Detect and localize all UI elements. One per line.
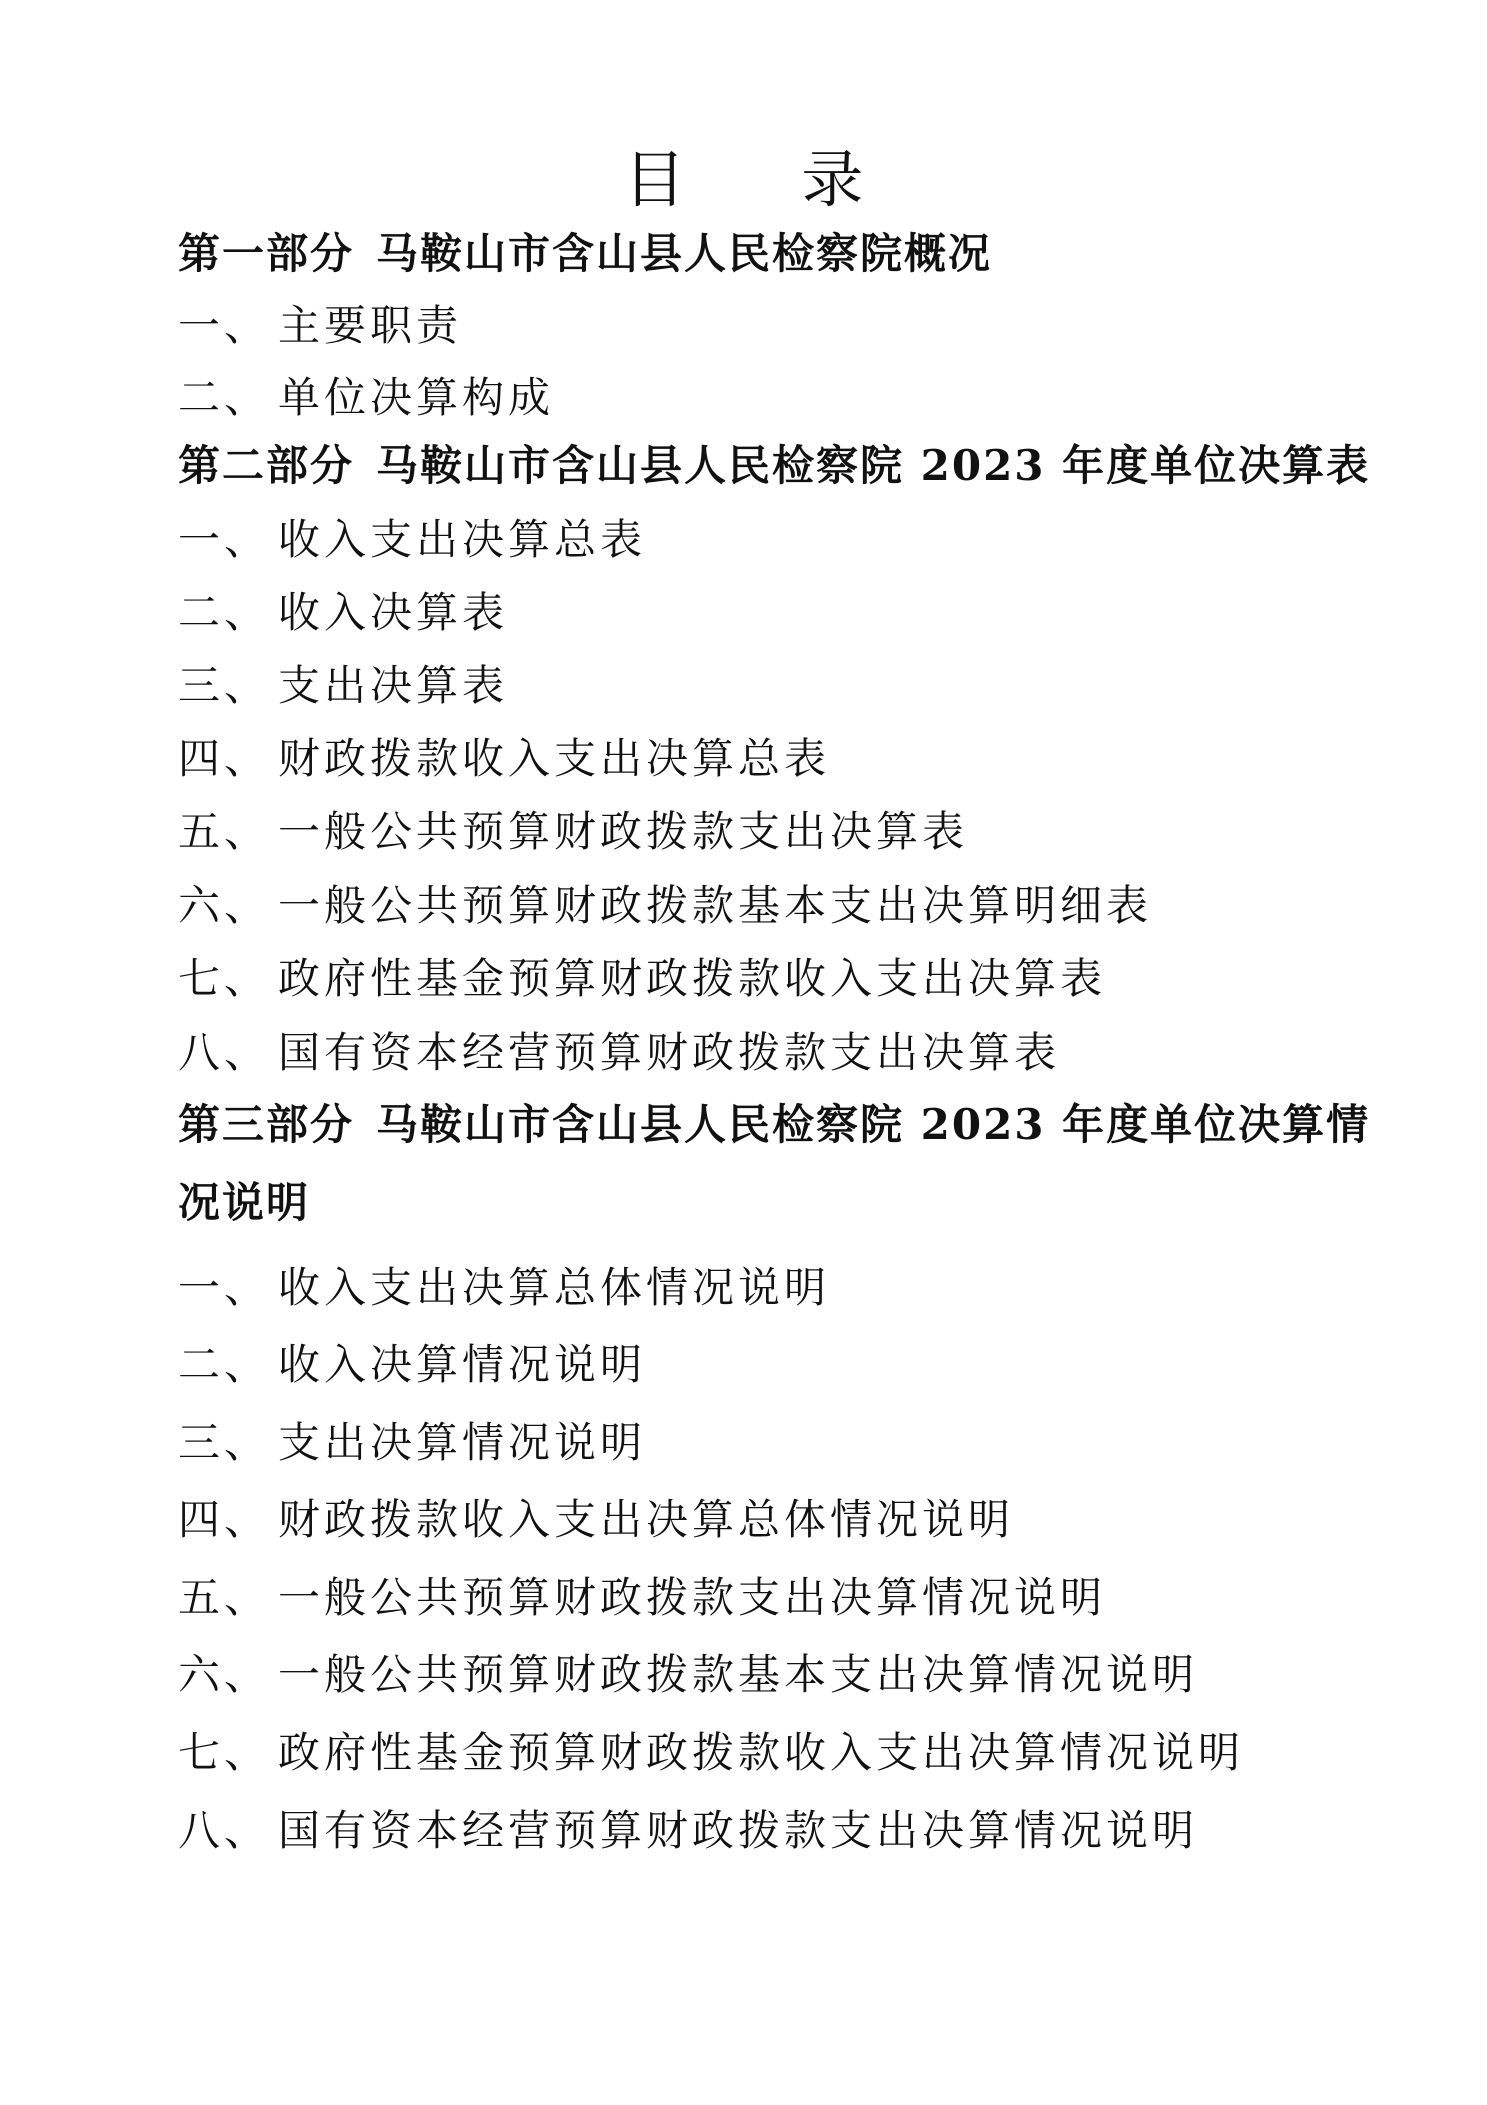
page-title: 目 录 [623, 143, 912, 216]
item-text: 收入决算情况说明 [278, 1340, 647, 1389]
item-number: 二、 [178, 1340, 271, 1389]
part-3-heading [178, 1086, 1378, 1242]
item-text: 财政拨款收入支出决算总表 [278, 734, 831, 783]
item-text: 国有资本经营预算财政拨款支出决算情况说明 [278, 1806, 1199, 1855]
toc-item [178, 880, 1152, 932]
item-text: 收入决算表 [278, 588, 509, 637]
toc-item [178, 1262, 830, 1314]
toc-item [178, 806, 968, 858]
item-number: 八、 [178, 1806, 271, 1855]
item-text: 政府性基金预算财政拨款收入支出决算情况说明 [278, 1728, 1245, 1777]
toc-item [178, 1027, 1060, 1079]
item-number: 一、 [178, 301, 271, 350]
toc-item [178, 1649, 1198, 1701]
item-text: 单位决算构成 [278, 373, 555, 422]
toc-item [178, 1572, 1106, 1624]
toc-item [178, 660, 508, 712]
toc-item [178, 1417, 646, 1469]
toc-item [178, 1339, 646, 1391]
toc-item [178, 1494, 1014, 1546]
item-text: 国有资本经营预算财政拨款支出决算表 [278, 1028, 1061, 1077]
item-text: 一般公共预算财政拨款基本支出决算情况说明 [278, 1650, 1199, 1699]
item-text: 支出决算表 [278, 661, 509, 710]
item-text: 收入支出决算总体情况说明 [278, 1263, 831, 1312]
part-2-heading [178, 440, 1370, 492]
toc-item [178, 953, 1106, 1005]
item-number: 七、 [178, 954, 271, 1003]
item-text: 政府性基金预算财政拨款收入支出决算表 [278, 954, 1107, 1003]
item-text: 一般公共预算财政拨款基本支出决算明细表 [278, 881, 1153, 930]
part-label: 第二部分 [178, 441, 355, 490]
item-text: 财政拨款收入支出决算总体情况说明 [278, 1495, 1015, 1544]
part-label: 第三部分 [178, 1100, 355, 1149]
item-number: 四、 [178, 1495, 271, 1544]
item-text: 主要职责 [278, 301, 463, 350]
toc-item [178, 372, 554, 424]
part-label: 第一部分 [178, 229, 355, 278]
item-number: 一、 [178, 515, 271, 564]
part-title: 马鞍山市含山县人民检察院 2023 年度单位决算情况说明 [178, 1100, 1371, 1227]
item-number: 二、 [178, 588, 271, 637]
toc-item [178, 1727, 1244, 1779]
item-number: 七、 [178, 1728, 271, 1777]
item-number: 六、 [178, 1650, 271, 1699]
item-number: 三、 [178, 1418, 271, 1467]
item-number: 五、 [178, 807, 271, 856]
item-text: 收入支出决算总表 [278, 515, 647, 564]
toc-item [178, 1805, 1198, 1857]
toc-item [178, 514, 646, 566]
item-text: 支出决算情况说明 [278, 1418, 647, 1467]
part-title: 马鞍山市含山县人民检察院概况 [376, 229, 993, 278]
toc-item [178, 587, 508, 639]
item-number: 二、 [178, 373, 271, 422]
item-number: 五、 [178, 1573, 271, 1622]
item-number: 一、 [178, 1263, 271, 1312]
item-number: 六、 [178, 881, 271, 930]
item-number: 四、 [178, 734, 271, 783]
item-text: 一般公共预算财政拨款支出决算情况说明 [278, 1573, 1107, 1622]
item-text: 一般公共预算财政拨款支出决算表 [278, 807, 969, 856]
item-number: 三、 [178, 661, 271, 710]
item-number: 八、 [178, 1028, 271, 1077]
toc-item [178, 300, 462, 352]
part-1-heading [178, 228, 992, 280]
toc-item [178, 733, 830, 785]
part-title: 马鞍山市含山县人民检察院 2023 年度单位决算表 [376, 441, 1371, 490]
